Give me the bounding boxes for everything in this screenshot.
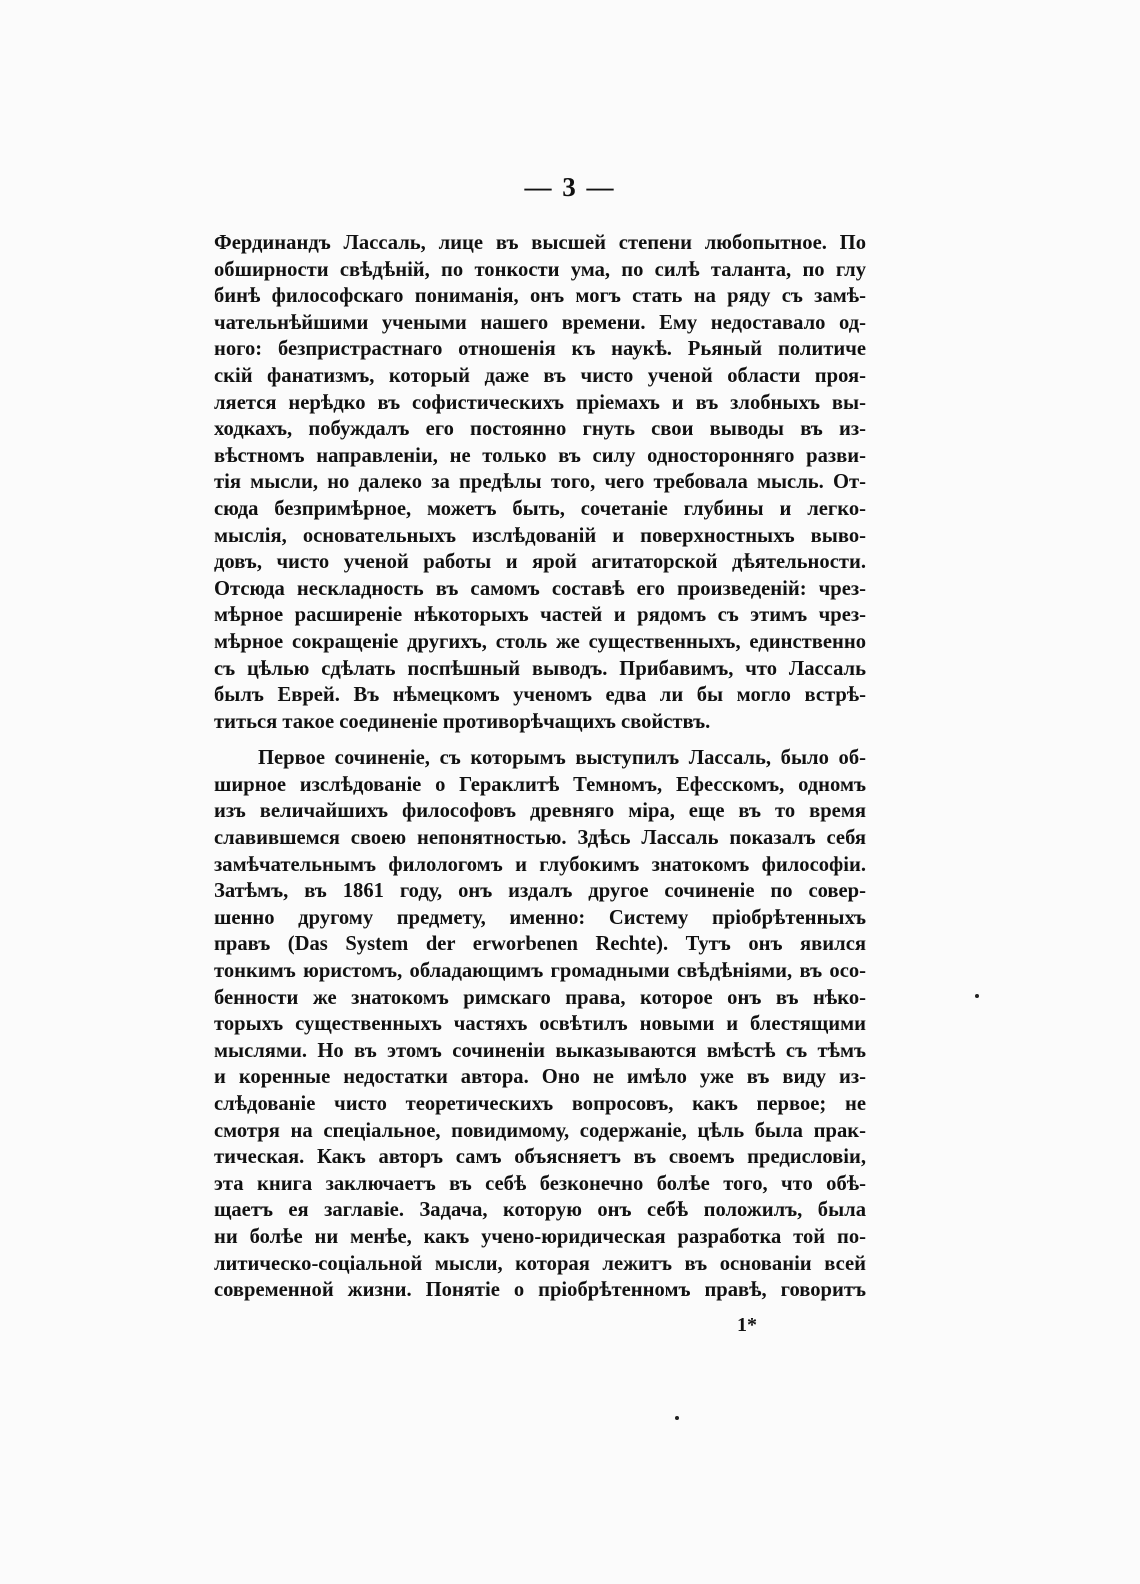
text-line: довъ, чисто ученой работы и ярой агитаторской дѣятельности. <box>214 551 866 574</box>
text-line: бенности же знатокомъ римскаго права, которое онъ въ нѣко- <box>214 986 866 1009</box>
paragraph-2 <box>214 745 866 1303</box>
text-line: литическо-соціальной мысли, которая лежитъ въ основаніи всей <box>214 1252 866 1275</box>
text-line: мѣрное расширеніе нѣкоторыхъ частей и рядомъ съ этимъ чрез- <box>214 604 866 627</box>
paragraph-1 <box>214 230 866 735</box>
text-line: мыслія, основательныхъ изслѣдованій и поверхностныхъ выво- <box>214 524 866 547</box>
text-line: съ цѣлью сдѣлать поспѣшный выводъ. Прибавимъ, что Лассаль <box>214 657 866 680</box>
page-number: — 3 — <box>524 172 616 202</box>
body-text <box>214 230 866 1304</box>
text-line: ляется нерѣдко въ софистическихъ пріемахъ и въ злобныхъ вы- <box>214 391 866 414</box>
text-line: бинѣ философскаго пониманія, онъ могъ стать на ряду съ замѣ- <box>214 285 866 308</box>
ink-speck <box>975 994 979 998</box>
text-line: торыхъ существенныхъ частяхъ освѣтилъ новыми и блестящими <box>214 1013 866 1036</box>
text-line: Фердинандъ Лассаль, лице въ высшей степени любопытное. По <box>214 232 866 254</box>
text-line: тія мысли, но далеко за предѣлы того, чего требовала мысль. От- <box>214 471 866 494</box>
text-line: титься такое соединеніе противорѣчащихъ свойствъ. <box>214 710 711 733</box>
paragraph-gap <box>214 735 866 745</box>
text-line: замѣчательнымъ филологомъ и глубокимъ знатокомъ философіи. <box>214 853 866 876</box>
text-line: обширности свѣдѣній, по тонкости ума, по силѣ таланта, по глу <box>214 258 866 281</box>
text-line: Первое сочиненіе, съ которымъ выступилъ Лассаль, было об- <box>258 747 866 770</box>
text-line: шенно другому предмету, именно: Систему пріобрѣтенныхъ <box>214 906 866 929</box>
text-line: ширное изслѣдованіе о Гераклитѣ Темномъ, Ефесскомъ, одномъ <box>214 773 866 796</box>
text-line: сюда безпримѣрное, можетъ быть, сочетаніе глубины и легко- <box>214 497 866 520</box>
text-line: чательнѣйшими учеными нашего времени. Ему недоставало од- <box>214 311 866 334</box>
text-line: былъ Еврей. Въ нѣмецкомъ ученомъ едва ли бы могло встрѣ- <box>214 684 866 707</box>
text-line: правъ (Das System der erworbenen Rechte). Тутъ онъ явился <box>214 933 866 956</box>
text-line: тическая. Какъ авторъ самъ объясняетъ въ своемъ предисловіи, <box>214 1146 866 1169</box>
text-line: Отсюда нескладность въ самомъ составѣ его произведеній: чрез- <box>214 577 866 600</box>
signature-mark: 1* <box>737 1314 757 1336</box>
text-line: скій фанатизмъ, который даже въ чисто ученой области проя- <box>214 364 866 387</box>
text-line: ни болѣе ни менѣе, какъ учено-юридическая разработка той по- <box>214 1225 866 1248</box>
text-line: современной жизни. Понятіе о пріобрѣтенномъ правѣ, говоритъ <box>214 1279 866 1302</box>
text-line: Затѣмъ, въ 1861 году, онъ издалъ другое сочиненіе по совер- <box>214 880 866 903</box>
text-line: и коренные недостатки автора. Оно не имѣло уже въ виду из- <box>214 1066 866 1089</box>
text-line: мѣрное сокращеніе другихъ, столь же существенныхъ, единственно <box>214 630 866 653</box>
text-line: тонкимъ юристомъ, обладающимъ громадными свѣдѣніями, въ осо- <box>214 960 866 983</box>
text-line: эта книга заключаетъ въ себѣ безконечно болѣе того, что обѣ- <box>214 1172 866 1195</box>
ink-speck <box>675 1416 679 1420</box>
text-line: вѣстномъ направленіи, не только въ силу односторонняго разви- <box>214 444 866 467</box>
text-line: щаетъ ея заглавіе. Задача, которую онъ себѣ положилъ, была <box>214 1199 866 1222</box>
text-line: ного: безпристрастнаго отношенія къ наукѣ. Рьяный политиче <box>214 338 866 361</box>
text-line: слѣдованіе чисто теоретическихъ вопросовъ, какъ первое; не <box>214 1093 866 1115</box>
text-line: смотря на спеціальное, повидимому, содержаніе, цѣль была прак- <box>214 1119 866 1142</box>
text-line: изъ величайшихъ философовъ древняго міра, еще въ то время <box>214 800 866 823</box>
text-line: ходкахъ, побуждалъ его постоянно гнуть свои выводы въ из- <box>214 418 866 441</box>
text-line: славившемся своею непонятностью. Здѣсь Лассаль показалъ себя <box>214 827 866 850</box>
text-line: мыслями. Но въ этомъ сочиненіи выказываются вмѣстѣ съ тѣмъ <box>214 1039 866 1062</box>
